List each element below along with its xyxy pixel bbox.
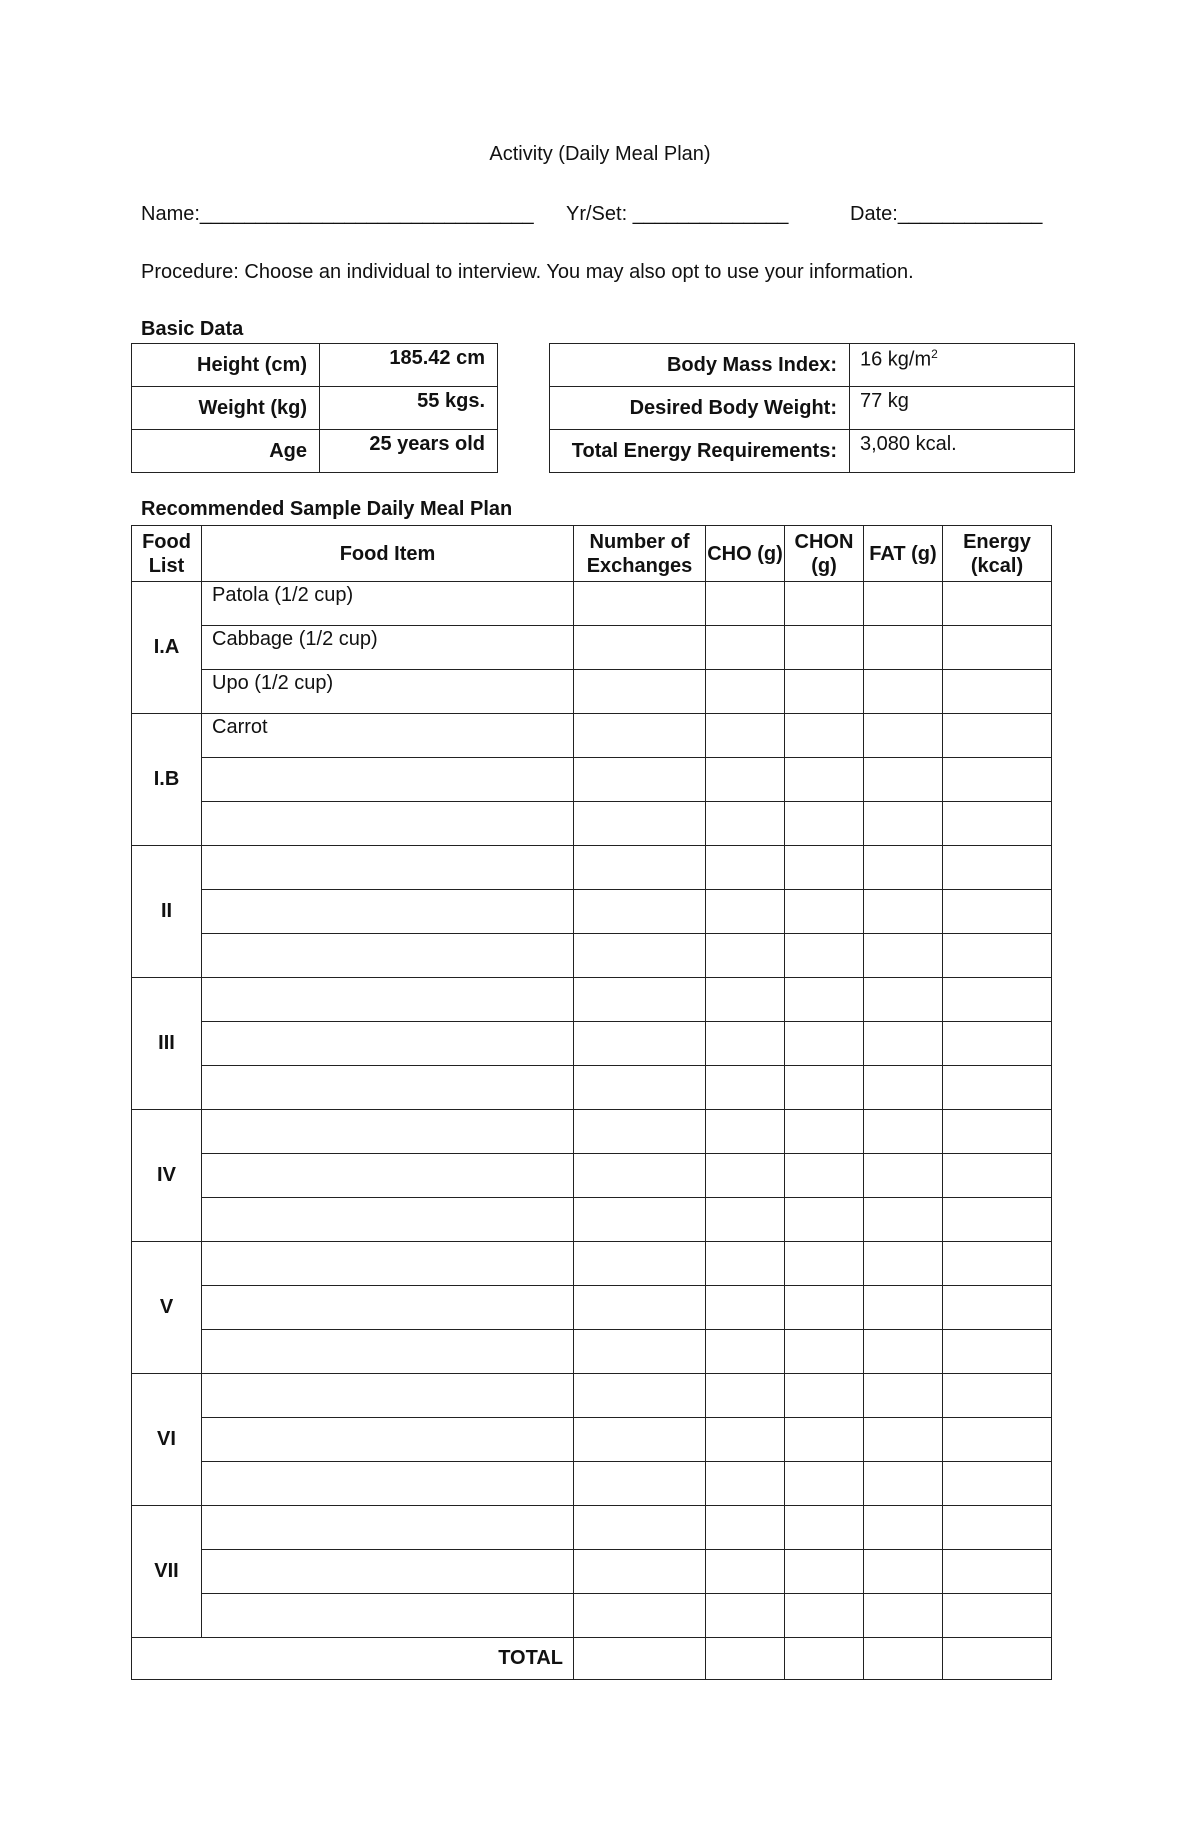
table-row xyxy=(132,1550,1052,1594)
energy-cell[interactable] xyxy=(943,1374,1052,1418)
chon-cell[interactable] xyxy=(785,802,864,846)
food-item-cell[interactable]: Carrot xyxy=(202,714,574,758)
date-field[interactable] xyxy=(850,203,1042,226)
meal-plan-table xyxy=(131,525,1052,1680)
yrset-label: Yr/Set: xyxy=(566,203,628,225)
table-row xyxy=(132,758,1052,802)
food-item-cell[interactable] xyxy=(202,1330,574,1374)
table-row xyxy=(132,626,1052,670)
exchanges-cell[interactable] xyxy=(574,1374,706,1418)
chon-cell[interactable] xyxy=(785,714,864,758)
date-label: Date: xyxy=(850,203,898,225)
table-row xyxy=(132,802,1052,846)
fat-cell[interactable] xyxy=(864,1506,943,1550)
food-list-group-label: IV xyxy=(132,1110,202,1242)
chon-cell[interactable] xyxy=(785,1286,864,1330)
fat-cell[interactable] xyxy=(864,1550,943,1594)
exchanges-cell[interactable] xyxy=(574,582,706,626)
energy-cell[interactable] xyxy=(943,846,1052,890)
name-field[interactable] xyxy=(141,203,534,226)
age-label: Age xyxy=(132,430,320,473)
chon-cell[interactable] xyxy=(785,1550,864,1594)
energy-cell[interactable] xyxy=(943,1154,1052,1198)
energy-cell[interactable] xyxy=(943,1550,1052,1594)
cho-cell[interactable] xyxy=(706,1418,785,1462)
exchanges-cell[interactable] xyxy=(574,1198,706,1242)
energy-req-value[interactable]: 3,080 kcal. xyxy=(850,430,1075,473)
cho-cell[interactable] xyxy=(706,890,785,934)
table-row xyxy=(132,1110,1052,1154)
fat-cell[interactable] xyxy=(864,1594,943,1638)
cho-cell[interactable] xyxy=(706,1198,785,1242)
chon-cell[interactable] xyxy=(785,1462,864,1506)
table-row xyxy=(550,344,1075,387)
cho-cell[interactable] xyxy=(706,582,785,626)
total-chon-cell[interactable] xyxy=(785,1638,864,1680)
fat-cell[interactable] xyxy=(864,1286,943,1330)
yrset-field[interactable] xyxy=(566,203,788,226)
table-row xyxy=(132,1154,1052,1198)
table-row xyxy=(132,1022,1052,1066)
table-row xyxy=(132,582,1052,626)
basic-data-heading: Basic Data xyxy=(141,318,244,340)
table-row xyxy=(132,670,1052,714)
fat-cell[interactable] xyxy=(864,1198,943,1242)
exchanges-cell[interactable] xyxy=(574,670,706,714)
cho-cell[interactable] xyxy=(706,978,785,1022)
exchanges-cell[interactable] xyxy=(574,890,706,934)
food-item-cell[interactable] xyxy=(202,1462,574,1506)
chon-cell[interactable] xyxy=(785,1022,864,1066)
energy-cell[interactable] xyxy=(943,1066,1052,1110)
food-item-cell[interactable] xyxy=(202,1418,574,1462)
fat-cell[interactable] xyxy=(864,670,943,714)
cho-cell[interactable] xyxy=(706,758,785,802)
energy-cell[interactable] xyxy=(943,1286,1052,1330)
chon-cell[interactable] xyxy=(785,1110,864,1154)
food-item-cell[interactable]: Patola (1/2 cup) xyxy=(202,582,574,626)
energy-cell[interactable] xyxy=(943,1506,1052,1550)
food-item-cell[interactable] xyxy=(202,934,574,978)
food-item-cell[interactable] xyxy=(202,1594,574,1638)
cho-cell[interactable] xyxy=(706,626,785,670)
total-label: TOTAL xyxy=(132,1638,574,1680)
exchanges-cell[interactable] xyxy=(574,1242,706,1286)
table-row xyxy=(132,1418,1052,1462)
energy-cell[interactable] xyxy=(943,1462,1052,1506)
chon-cell[interactable] xyxy=(785,1374,864,1418)
fat-cell[interactable] xyxy=(864,1462,943,1506)
cho-cell[interactable] xyxy=(706,1330,785,1374)
table-row xyxy=(132,1330,1052,1374)
fat-cell[interactable] xyxy=(864,1374,943,1418)
energy-cell[interactable] xyxy=(943,1198,1052,1242)
fat-cell[interactable] xyxy=(864,582,943,626)
table-row xyxy=(132,1286,1052,1330)
exchanges-cell[interactable] xyxy=(574,714,706,758)
exchanges-cell[interactable] xyxy=(574,1506,706,1550)
chon-cell[interactable] xyxy=(785,890,864,934)
fat-cell[interactable] xyxy=(864,1066,943,1110)
exchanges-cell[interactable] xyxy=(574,1550,706,1594)
cho-cell[interactable] xyxy=(706,934,785,978)
food-item-cell[interactable] xyxy=(202,802,574,846)
total-row xyxy=(132,1638,1052,1680)
exchanges-cell[interactable] xyxy=(574,1022,706,1066)
chon-cell[interactable] xyxy=(785,1242,864,1286)
fat-cell[interactable] xyxy=(864,626,943,670)
energy-cell[interactable] xyxy=(943,1418,1052,1462)
col-header-exchanges: Number of Exchanges xyxy=(574,526,706,582)
weight-label: Weight (kg) xyxy=(132,387,320,430)
food-item-cell[interactable] xyxy=(202,1286,574,1330)
basic-data-left-table xyxy=(131,343,498,473)
height-value[interactable]: 185.42 cm xyxy=(320,344,498,387)
energy-cell[interactable] xyxy=(943,890,1052,934)
table-row xyxy=(550,387,1075,430)
exchanges-cell[interactable] xyxy=(574,758,706,802)
chon-cell[interactable] xyxy=(785,978,864,1022)
food-item-cell[interactable]: Upo (1/2 cup) xyxy=(202,670,574,714)
exchanges-cell[interactable] xyxy=(574,1594,706,1638)
cho-cell[interactable] xyxy=(706,1506,785,1550)
table-row xyxy=(132,978,1052,1022)
table-row xyxy=(132,1506,1052,1550)
chon-cell[interactable] xyxy=(785,846,864,890)
col-header-food-list: Food List xyxy=(132,526,202,582)
exchanges-cell[interactable] xyxy=(574,626,706,670)
cho-cell[interactable] xyxy=(706,1242,785,1286)
table-row xyxy=(132,430,498,473)
exchanges-cell[interactable] xyxy=(574,978,706,1022)
cho-cell[interactable] xyxy=(706,846,785,890)
food-item-cell[interactable] xyxy=(202,1066,574,1110)
table-row xyxy=(132,1594,1052,1638)
cho-cell[interactable] xyxy=(706,714,785,758)
date-blank: _____________ xyxy=(897,203,1043,225)
total-cho-cell[interactable] xyxy=(706,1638,785,1680)
fat-cell[interactable] xyxy=(864,890,943,934)
food-list-group-label: II xyxy=(132,846,202,978)
energy-req-label: Total Energy Requirements: xyxy=(550,430,850,473)
chon-cell[interactable] xyxy=(785,1418,864,1462)
food-item-cell[interactable] xyxy=(202,890,574,934)
exchanges-cell[interactable] xyxy=(574,934,706,978)
exchanges-cell[interactable] xyxy=(574,802,706,846)
bmi-unit-exponent: 2 xyxy=(931,347,938,361)
chon-cell[interactable] xyxy=(785,758,864,802)
food-item-cell[interactable] xyxy=(202,846,574,890)
energy-cell[interactable] xyxy=(943,626,1052,670)
food-item-cell[interactable] xyxy=(202,1550,574,1594)
chon-cell[interactable] xyxy=(785,1330,864,1374)
table-row xyxy=(132,344,498,387)
food-item-cell[interactable] xyxy=(202,1198,574,1242)
table-row xyxy=(132,934,1052,978)
chon-cell[interactable] xyxy=(785,1066,864,1110)
fat-cell[interactable] xyxy=(864,1418,943,1462)
table-row xyxy=(132,1066,1052,1110)
food-list-group-label: I.A xyxy=(132,582,202,714)
col-header-chon: CHON (g) xyxy=(785,526,864,582)
food-list-group-label: III xyxy=(132,978,202,1110)
food-item-cell[interactable] xyxy=(202,758,574,802)
table-row xyxy=(132,387,498,430)
food-item-cell[interactable] xyxy=(202,1374,574,1418)
exchanges-cell[interactable] xyxy=(574,1286,706,1330)
energy-cell[interactable] xyxy=(943,934,1052,978)
fat-cell[interactable] xyxy=(864,934,943,978)
cho-cell[interactable] xyxy=(706,802,785,846)
fat-cell[interactable] xyxy=(864,714,943,758)
fat-cell[interactable] xyxy=(864,1154,943,1198)
age-value[interactable]: 25 years old xyxy=(320,430,498,473)
table-row xyxy=(132,890,1052,934)
col-header-fat: FAT (g) xyxy=(864,526,943,582)
food-item-cell[interactable] xyxy=(202,1110,574,1154)
col-header-energy: Energy (kcal) xyxy=(943,526,1052,582)
food-item-cell[interactable] xyxy=(202,1506,574,1550)
energy-cell[interactable] xyxy=(943,758,1052,802)
total-exchanges-cell[interactable] xyxy=(574,1638,706,1680)
table-row xyxy=(132,1462,1052,1506)
fat-cell[interactable] xyxy=(864,1110,943,1154)
energy-cell[interactable] xyxy=(943,1110,1052,1154)
table-row xyxy=(550,430,1075,473)
cho-cell[interactable] xyxy=(706,1374,785,1418)
energy-cell[interactable] xyxy=(943,1242,1052,1286)
food-item-cell[interactable] xyxy=(202,1154,574,1198)
fat-cell[interactable] xyxy=(864,1242,943,1286)
desired-weight-label: Desired Body Weight: xyxy=(550,387,850,430)
cho-cell[interactable] xyxy=(706,1462,785,1506)
total-energy-cell[interactable] xyxy=(943,1638,1052,1680)
col-header-cho: CHO (g) xyxy=(706,526,785,582)
yrset-blank: ______________ xyxy=(632,203,789,225)
height-label: Height (cm) xyxy=(132,344,320,387)
exchanges-cell[interactable] xyxy=(574,1110,706,1154)
total-fat-cell[interactable] xyxy=(864,1638,943,1680)
cho-cell[interactable] xyxy=(706,1550,785,1594)
chon-cell[interactable] xyxy=(785,1506,864,1550)
table-header-row xyxy=(132,526,1052,582)
energy-cell[interactable] xyxy=(943,582,1052,626)
cho-cell[interactable] xyxy=(706,1022,785,1066)
cho-cell[interactable] xyxy=(706,1286,785,1330)
desired-weight-value[interactable]: 77 kg xyxy=(850,387,1075,430)
meal-plan-heading: Recommended Sample Daily Meal Plan xyxy=(141,498,513,520)
chon-cell[interactable] xyxy=(785,670,864,714)
table-row xyxy=(132,714,1052,758)
col-header-food-item: Food Item xyxy=(202,526,574,582)
energy-cell[interactable] xyxy=(943,978,1052,1022)
food-list-group-label: V xyxy=(132,1242,202,1374)
fat-cell[interactable] xyxy=(864,978,943,1022)
fat-cell[interactable] xyxy=(864,1022,943,1066)
chon-cell[interactable] xyxy=(785,582,864,626)
energy-cell[interactable] xyxy=(943,1330,1052,1374)
table-row xyxy=(132,1242,1052,1286)
table-row xyxy=(132,1198,1052,1242)
fat-cell[interactable] xyxy=(864,1330,943,1374)
food-list-group-label: VI xyxy=(132,1374,202,1506)
fat-cell[interactable] xyxy=(864,802,943,846)
energy-cell[interactable] xyxy=(943,1022,1052,1066)
bmi-value[interactable] xyxy=(850,344,1075,387)
cho-cell[interactable] xyxy=(706,1066,785,1110)
chon-cell[interactable] xyxy=(785,1154,864,1198)
food-list-group-label: VII xyxy=(132,1506,202,1638)
food-item-cell[interactable] xyxy=(202,1242,574,1286)
chon-cell[interactable] xyxy=(785,1594,864,1638)
energy-cell[interactable] xyxy=(943,802,1052,846)
cho-cell[interactable] xyxy=(706,670,785,714)
procedure-text: Procedure: Choose an individual to interview. You may also opt to use your information. xyxy=(141,261,914,283)
chon-cell[interactable] xyxy=(785,1198,864,1242)
energy-cell[interactable] xyxy=(943,670,1052,714)
chon-cell[interactable] xyxy=(785,934,864,978)
fat-cell[interactable] xyxy=(864,846,943,890)
name-label: Name: xyxy=(141,203,200,225)
exchanges-cell[interactable] xyxy=(574,1330,706,1374)
exchanges-cell[interactable] xyxy=(574,1418,706,1462)
cho-cell[interactable] xyxy=(706,1110,785,1154)
cho-cell[interactable] xyxy=(706,1154,785,1198)
table-row xyxy=(132,1374,1052,1418)
exchanges-cell[interactable] xyxy=(574,1462,706,1506)
food-item-cell[interactable] xyxy=(202,1022,574,1066)
food-item-cell[interactable] xyxy=(202,978,574,1022)
energy-cell[interactable] xyxy=(943,1594,1052,1638)
bmi-label: Body Mass Index: xyxy=(550,344,850,387)
basic-data-right-table xyxy=(549,343,1075,473)
food-list-group-label: I.B xyxy=(132,714,202,846)
fat-cell[interactable] xyxy=(864,758,943,802)
chon-cell[interactable] xyxy=(785,626,864,670)
name-blank: ______________________________ xyxy=(199,203,534,225)
exchanges-cell[interactable] xyxy=(574,1066,706,1110)
food-item-cell[interactable]: Cabbage (1/2 cup) xyxy=(202,626,574,670)
exchanges-cell[interactable] xyxy=(574,846,706,890)
table-row xyxy=(132,846,1052,890)
cho-cell[interactable] xyxy=(706,1594,785,1638)
bmi-value-text: 16 kg/m xyxy=(860,348,932,371)
energy-cell[interactable] xyxy=(943,714,1052,758)
exchanges-cell[interactable] xyxy=(574,1154,706,1198)
weight-value[interactable]: 55 kgs. xyxy=(320,387,498,430)
page-title: Activity (Daily Meal Plan) xyxy=(489,143,711,165)
